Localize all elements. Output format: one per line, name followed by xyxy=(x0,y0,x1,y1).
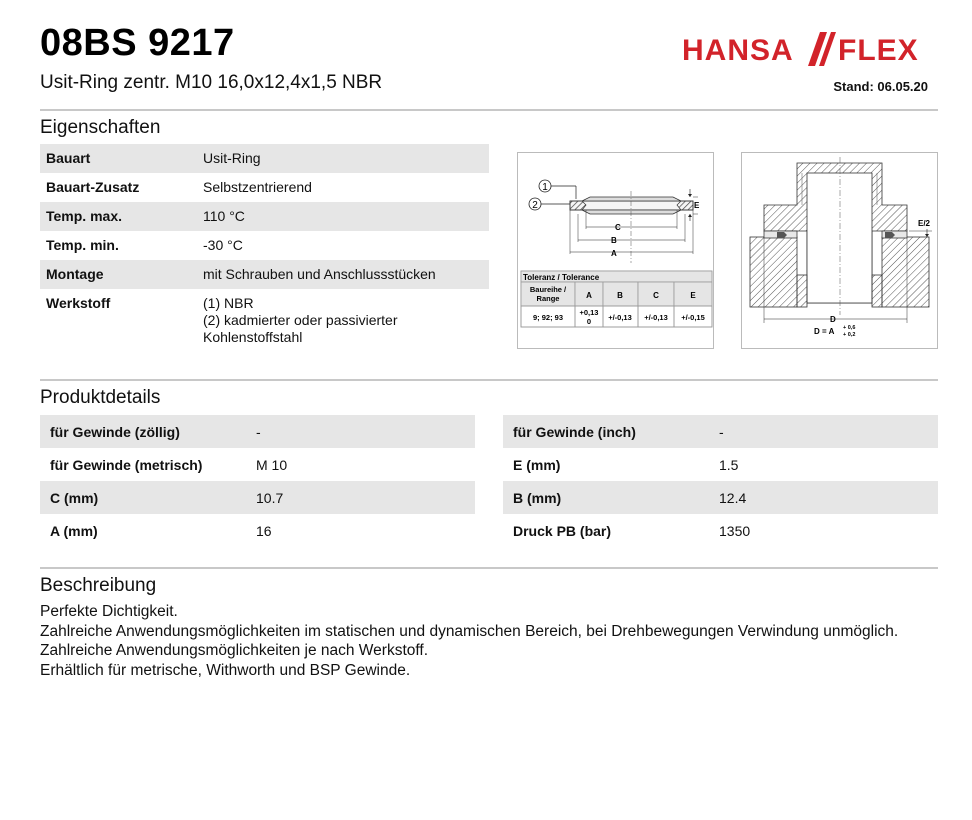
property-key: Montage xyxy=(46,266,104,282)
property-key: Werkstoff xyxy=(46,295,111,311)
dim-d-label: D xyxy=(830,315,836,324)
dim-c-label: C xyxy=(615,223,621,232)
svg-text:+/-0,13: +/-0,13 xyxy=(644,313,668,322)
article-number: 08BS 9217 xyxy=(40,22,235,64)
svg-text:Baureihe /: Baureihe / xyxy=(529,285,567,294)
details-row xyxy=(40,514,938,547)
property-value-line: (2) kadmierter oder passivierter xyxy=(203,312,398,328)
product-name: Usit-Ring zentr. M10 16,0x12,4x1,5 NBR xyxy=(40,72,383,93)
section-title-eigenschaften: Eigenschaften xyxy=(40,117,161,138)
property-value: Selbstzentrierend xyxy=(203,179,312,195)
section-divider xyxy=(40,109,938,111)
details-row xyxy=(40,415,938,448)
svg-text:E: E xyxy=(690,291,696,300)
property-key: Temp. max. xyxy=(46,208,122,224)
tolerance-title: Toleranz / Tolerance xyxy=(523,273,600,282)
property-value-line: Kohlenstoffstahl xyxy=(203,329,303,345)
property-row xyxy=(40,144,489,173)
description-line: Zahlreiche Anwendungsmöglichkeiten im statischen und dynamischen Bereich, bei Drehbewegungen Verwindung unmöglich. xyxy=(40,622,899,640)
dim-e2-label: E/2 xyxy=(918,219,931,228)
ring-dimension-drawing xyxy=(517,152,714,349)
formula-lower-tolerance: + 0,2 xyxy=(843,332,856,338)
formula-label: D = A xyxy=(814,327,835,336)
detail-key: E (mm) xyxy=(513,456,561,473)
property-value: -30 °C xyxy=(203,237,243,253)
svg-text:+0,13: +0,13 xyxy=(579,308,599,317)
ring-outline xyxy=(570,201,693,210)
detail-key: C (mm) xyxy=(50,489,99,506)
dim-e-label: E xyxy=(694,201,700,210)
property-row xyxy=(40,231,489,260)
detail-key: B (mm) xyxy=(513,489,562,506)
detail-value: 16 xyxy=(256,522,272,539)
detail-value: 10.7 xyxy=(256,489,284,506)
detail-value: - xyxy=(719,423,724,440)
dim-a-label: A xyxy=(611,249,617,258)
installation-drawing xyxy=(741,152,938,349)
property-value: 110 °C xyxy=(203,208,245,224)
formula-upper-tolerance: + 0,6 xyxy=(843,325,856,331)
property-value-line: (1) NBR xyxy=(203,295,254,311)
callout-label-1: 1 xyxy=(542,182,548,193)
section-divider xyxy=(40,379,938,381)
svg-text:0: 0 xyxy=(586,317,592,326)
property-key: Bauart-Zusatz xyxy=(46,179,140,195)
section-title-produktdetails: Produktdetails xyxy=(40,387,161,408)
property-row xyxy=(40,202,489,231)
logo-text-left: HANSA xyxy=(682,34,794,67)
detail-key: Druck PB (bar) xyxy=(513,522,612,539)
detail-value: - xyxy=(256,423,261,440)
detail-value: 1350 xyxy=(719,522,751,539)
section-divider xyxy=(40,567,938,569)
detail-key: für Gewinde (zöllig) xyxy=(50,423,180,440)
svg-text:9; 92; 93: 9; 92; 93 xyxy=(532,313,564,322)
svg-text:A: A xyxy=(586,291,592,300)
detail-key: für Gewinde (inch) xyxy=(513,423,636,440)
section-title-beschreibung: Beschreibung xyxy=(40,575,157,596)
svg-text:B: B xyxy=(617,291,623,300)
details-row xyxy=(40,481,938,514)
description-line: Perfekte Dichtigkeit. xyxy=(40,603,178,620)
details-row xyxy=(40,448,938,481)
property-row xyxy=(40,260,489,289)
property-row xyxy=(40,289,489,352)
svg-text:+/-0,13: +/-0,13 xyxy=(608,313,632,322)
product-details-grid xyxy=(40,415,938,547)
property-row xyxy=(40,173,489,202)
detail-value: M 10 xyxy=(256,456,288,473)
detail-key: für Gewinde (metrisch) xyxy=(50,456,203,473)
stand-date: Stand: 06.05.20 xyxy=(833,79,928,94)
svg-text:C: C xyxy=(653,291,659,300)
property-key: Temp. min. xyxy=(46,237,119,253)
description-text xyxy=(40,602,898,680)
description-line: Erhältlich für metrische, Withworth und BSP Gewinde. xyxy=(40,661,411,679)
detail-value: 12.4 xyxy=(719,489,747,506)
property-value: Usit-Ring xyxy=(203,150,261,166)
description-line: Zahlreiche Anwendungsmöglichkeiten je nach Werkstoff. xyxy=(40,642,429,659)
callout-label-2: 2 xyxy=(532,200,538,211)
svg-text:+/-0,15: +/-0,15 xyxy=(681,313,705,322)
logo-text-right: FLEX xyxy=(838,34,919,67)
dim-b-label: B xyxy=(611,236,617,245)
properties-table xyxy=(40,144,489,352)
hansaflex-logo xyxy=(680,26,932,70)
svg-text:Range: Range xyxy=(536,294,560,303)
detail-key: A (mm) xyxy=(50,522,98,539)
detail-value: 1.5 xyxy=(719,456,739,473)
property-key: Bauart xyxy=(46,150,91,166)
property-value: mit Schrauben und Anschlussstücken xyxy=(203,266,436,282)
